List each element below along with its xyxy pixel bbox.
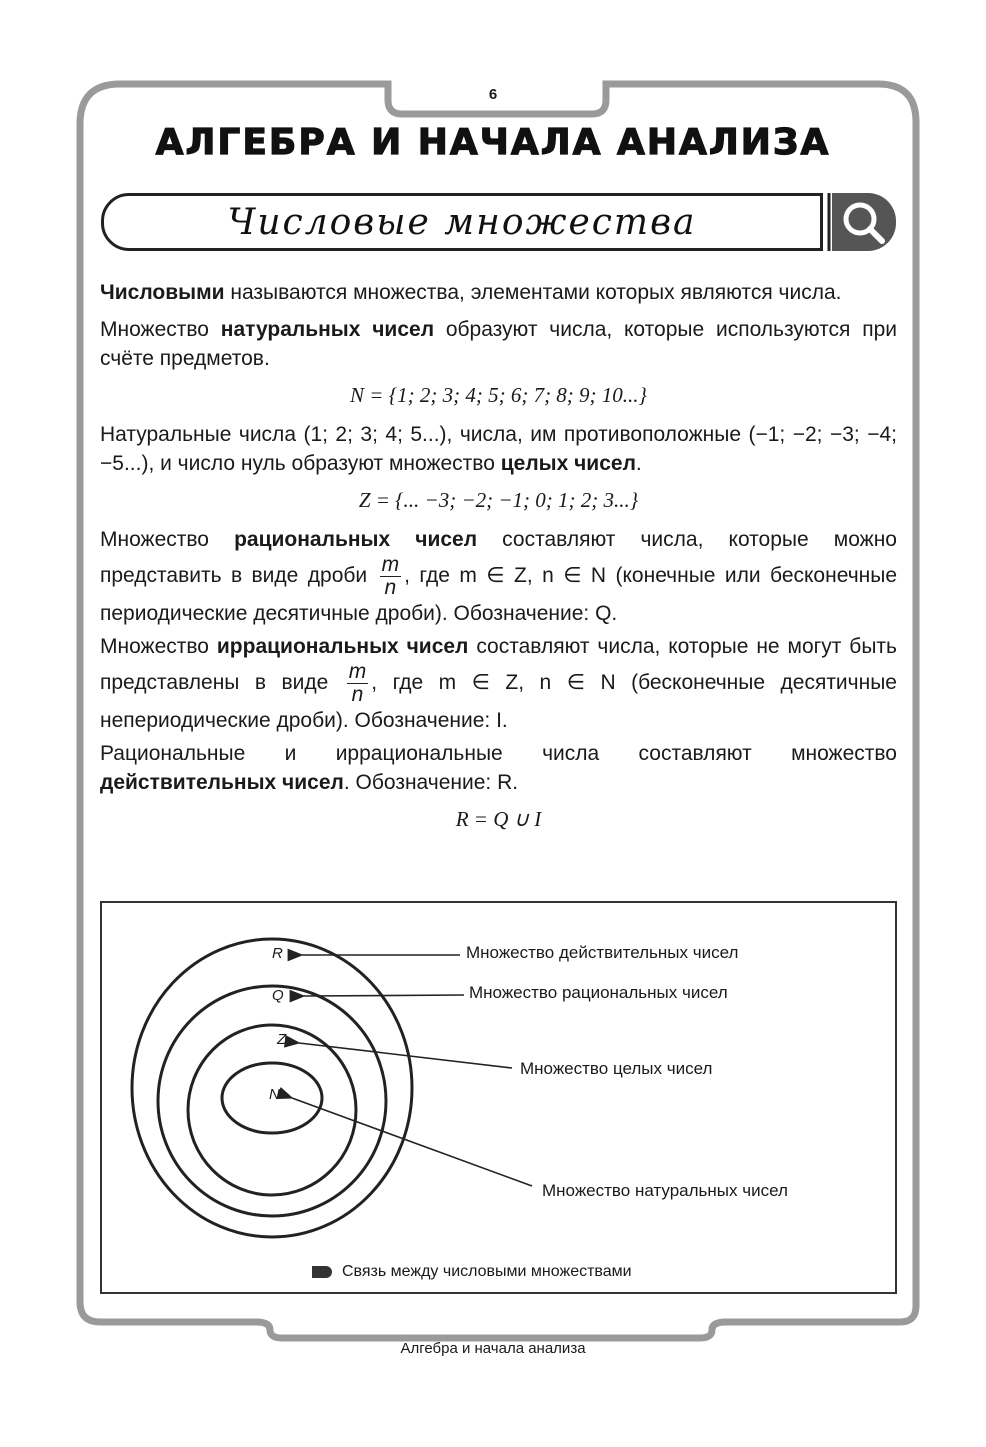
tag-marker-icon	[312, 1266, 332, 1278]
formula-natural: N = {1; 2; 3; 4; 5; 6; 7; 8; 9; 10...}	[350, 383, 647, 407]
set-letter-r: R	[272, 945, 283, 962]
label-natural-numbers: Множество натуральных чисел	[542, 1181, 788, 1200]
text: Рациональные и иррациональные числа составляют множество	[100, 742, 897, 765]
text: , где m ∈ Z, n ∈ N (бесконечные десятичные непериодические дроби). Обозначение: I.	[100, 671, 897, 732]
page-footer: Алгебра и начала анализа	[400, 1340, 586, 1357]
arrow-rational	[304, 995, 464, 996]
label-integer-numbers: Множество целых чисел	[520, 1059, 713, 1078]
definition-real	[100, 739, 897, 797]
text: , где m ∈ Z, n ∈ N (конечные или бесконечные периодические десятичные дроби). Обозначение: Q.	[100, 564, 897, 625]
formula-integer: Z = {... −3; −2; −1; 0; 1; 2; 3...}	[358, 488, 639, 512]
text: Множество	[100, 528, 235, 551]
definition-irrational	[100, 632, 897, 735]
fraction-numerator: m	[348, 660, 367, 683]
term-real: действительных чисел	[100, 771, 344, 794]
set-letter-z: Z	[277, 1031, 287, 1048]
formula-real: R = Q ∪ I	[455, 807, 542, 831]
text: образуют числа, которые используются при счёте предметов.	[100, 318, 897, 370]
caption-text: Связь между числовыми множествами	[342, 1263, 632, 1280]
term-rational: рациональных чисел	[234, 528, 478, 551]
text: Множество	[100, 635, 217, 658]
text: Натуральные числа (1; 2; 3; 4; 5...), числа, им противоположные (−1; −2; −3; −4; −5...), и число нуль образуют множество	[100, 423, 897, 475]
page-number: 6	[488, 86, 498, 103]
text: составляют числа, которые не могут быть представлены в виде	[100, 635, 897, 695]
term-irrational: иррациональных чисел	[216, 635, 469, 658]
definition-rational	[100, 525, 897, 628]
definition-numeric-sets	[100, 278, 897, 307]
text: .	[635, 452, 642, 475]
diagram-caption	[312, 1263, 632, 1281]
search-icon	[832, 193, 896, 251]
circle-integer	[188, 1025, 356, 1195]
text: называются множества, элементами которых являются числа.	[224, 281, 842, 304]
topic-header	[101, 193, 823, 251]
label-real-numbers: Множество действительных чисел	[466, 943, 739, 962]
definition-natural	[100, 315, 897, 373]
term-natural: натуральных чисел	[220, 318, 435, 341]
definition-integer	[100, 420, 897, 478]
fraction-numerator: m	[381, 553, 400, 576]
set-letter-q: Q	[272, 987, 284, 1004]
fraction-denominator: n	[351, 683, 364, 706]
main-title: АЛГЕБРА И НАЧАЛА АНАЛИЗА	[155, 122, 831, 163]
label-rational-numbers: Множество рациональных чисел	[469, 983, 728, 1002]
content-body	[100, 278, 897, 844]
sets-diagram	[100, 901, 897, 1294]
text: составляют числа, которые можно представить в виде дроби	[100, 528, 897, 588]
fraction	[347, 661, 369, 706]
search-button[interactable]	[832, 193, 896, 251]
set-letter-n: N	[269, 1086, 280, 1103]
text: . Обозначение: R.	[343, 771, 519, 794]
term-numeric: Числовыми	[100, 281, 225, 304]
fraction	[380, 554, 402, 599]
term-integer: целых чисел	[500, 452, 636, 475]
fraction-denominator: n	[384, 576, 397, 599]
topic-title: Числовые множества	[227, 202, 697, 243]
text: Множество	[100, 318, 221, 341]
